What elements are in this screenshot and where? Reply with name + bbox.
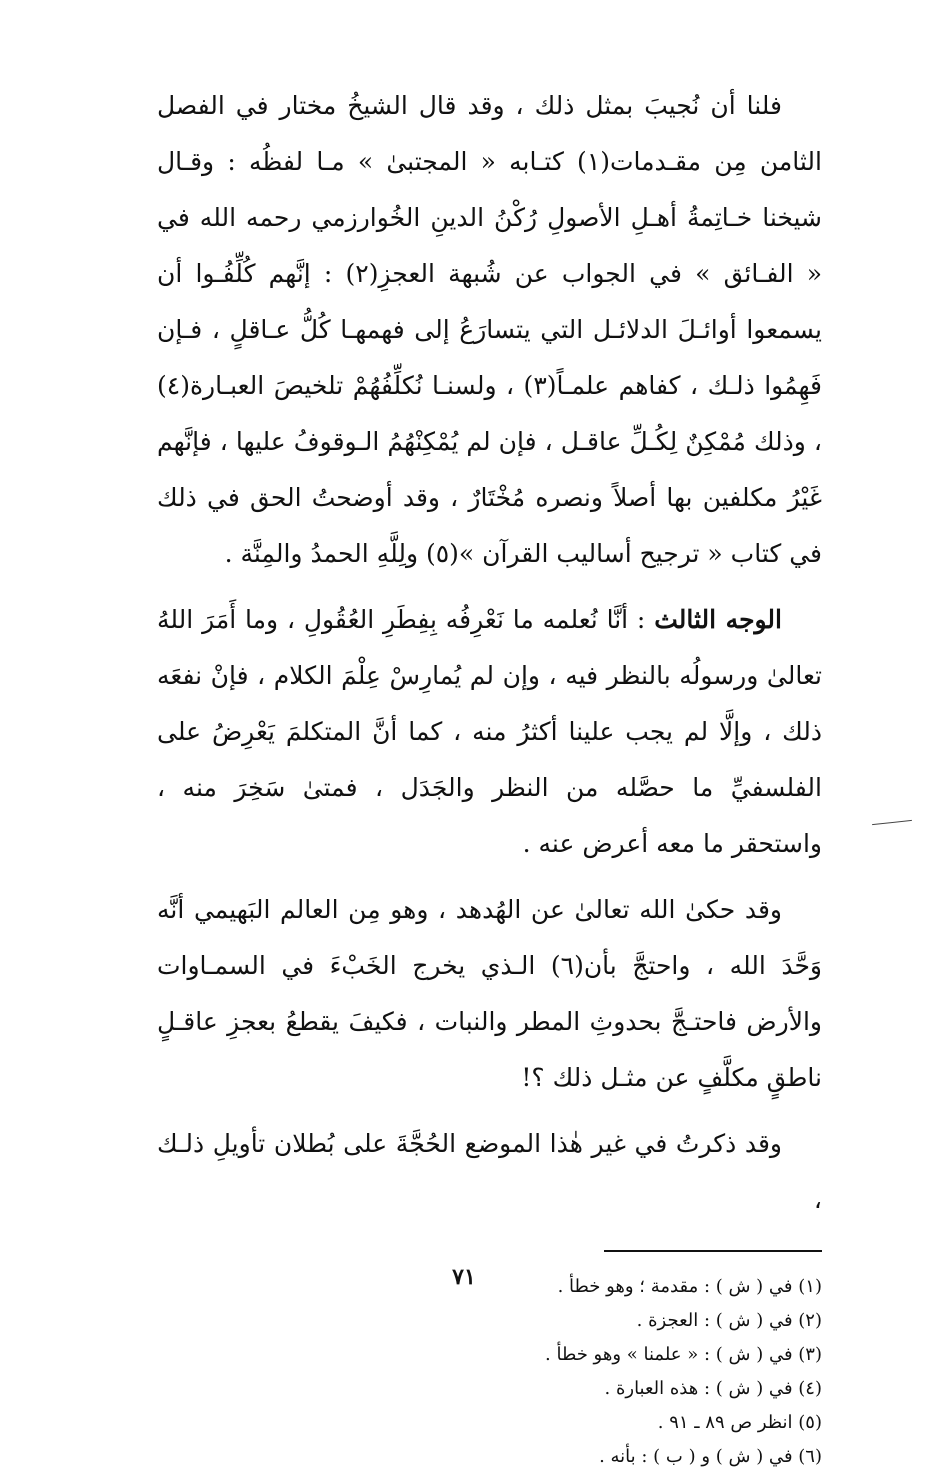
paragraph-2-lead: الوجه الثالث [654, 605, 782, 634]
paragraph-3 [157, 882, 822, 1106]
margin-pen-mark [872, 820, 912, 825]
footnote-separator [604, 1250, 822, 1252]
paragraph-2 [157, 592, 822, 872]
page-number: ٧١ [452, 1264, 476, 1290]
footnote-4: (٤) في ( ش ) : هذه العبارة . [604, 1378, 822, 1399]
paragraph-3-text: وقد حكىٰ الله تعالىٰ عن الهُدهد ، وهو مِن العالم البَهيمي أنَّه وَحَّدَ الله ، واحتجَّ بأن(٦) الـذي يخرج الخَبْءَ في السمـاوات والأرض فاحتـجَّ بحدوثِ المطر والنبات ، فكيفَ يقطعُ بعجزِ عاقـلٍ ناطقٍ مكلَّفٍ عن مثـل ذلك ؟! [157, 895, 822, 1092]
paragraph-2-text: : أنَّا نُعلمه ما نَعْرِفُه بِفِطَرِ العُقُولِ ، وما أَمَرَ اللهُ تعالىٰ ورسولُه بالنظر فيه ، وإن لم يُمارِسْ عِلْمَ الكلام ، فإنْ نفعَه ذلك ، وإلَّا لم يجب علينا أكثرُ منه ، كما أنَّ المتكلمَ يَعْرِضُ على الفلسفيِّ ما حصَّله من النظر والجَدَل ، فمتىٰ سَخِرَ منه ، واستحقر ما معه أعرض عنه . [157, 605, 822, 858]
paragraph-4 [157, 1116, 822, 1228]
paragraph-1 [157, 78, 822, 582]
paragraph-1-text: فلنا أن نُجيبَ بمثل ذلك ، وقد قال الشيخُ مختار في الفصل الثامن مِن مقـدمات(١) كتـابه « المجتبىٰ » مـا لفظُه : وقـال شيخنا خـاتِمةُ أهـلِ الأصولِ رُكْنُ الدينِ الخُوارزمي رحمه الله في « الفـائق » في الجواب عن شُبهة العجزِ(٢) : إنَّهم كُلِّفُـوا أن يسمعوا أوائـلَ الدلائـل التي يتسارَعُ إلى فهمهـا كُلُّ عـاقلٍ ، فـإن فَهِمُوا ذلـك ، كفاهم علمـاً(٣) ، ولسنـا نُكلِّفُهُمْ تلخيصَ العبـارة(٤) ، وذلك مُمْكِنٌ لِكُـلِّ عاقـل ، فإن لم يُمْكِنْهُمُ الـوقوفُ عليها ، فإنَّهم غَيْرُ مكلفين بها أصلاً ونصره مُخْتَارٌ ، وقد أوضحتُ الحق في ذلك في كتاب « ترجيح أساليب القرآن »(٥) ولِلَّهِ الحمدُ والمِنَّة . [157, 91, 822, 568]
footnotes-list [157, 1270, 822, 1474]
footnote-1: (١) في ( ش ) : مقدمة ؛ وهو خطأ . [557, 1276, 822, 1297]
footnote-5: (٥) انظر ص ٨٩ ـ ٩١ . [657, 1412, 822, 1433]
paragraph-4-text: وقد ذكرتُ في غير هٰذا الموضع الحُجَّةَ على بُطلان تأويلِ ذلـك ، [157, 1129, 822, 1214]
footnote-2: (٢) في ( ش ) : العجزة . [636, 1310, 822, 1331]
footnote-3: (٣) في ( ش ) : « علمنا » وهو خطأ . [545, 1344, 822, 1365]
footnote-6: (٦) في ( ش ) و ( ب ) : بأنه . [599, 1446, 822, 1467]
